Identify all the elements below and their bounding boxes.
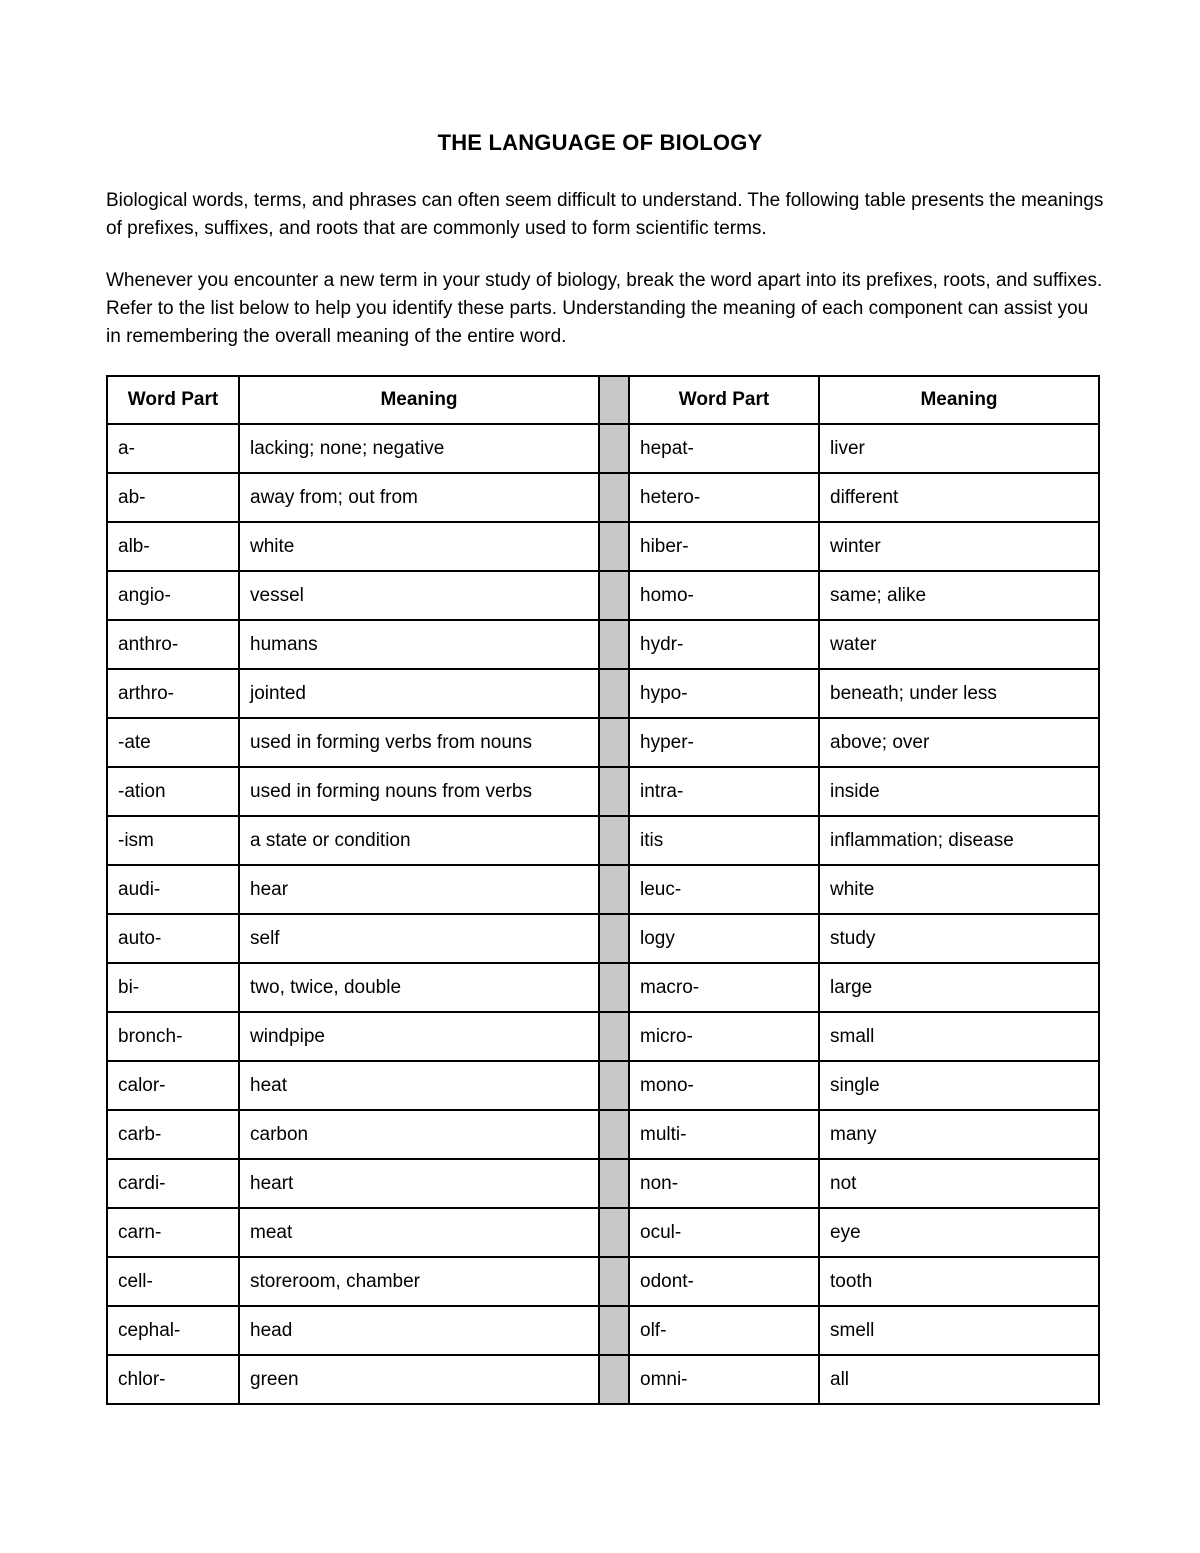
meaning-right-cell: liver: [819, 424, 1099, 473]
meaning-right-cell: all: [819, 1355, 1099, 1404]
table-row: [107, 1355, 1099, 1404]
meaning-left-cell: heart: [239, 1159, 599, 1208]
word-part-left-cell: carb-: [107, 1110, 239, 1159]
meaning-right-cell: tooth: [819, 1257, 1099, 1306]
meaning-right-cell: beneath; under less: [819, 669, 1099, 718]
meaning-right-cell: large: [819, 963, 1099, 1012]
meaning-left-cell: two, twice, double: [239, 963, 599, 1012]
column-separator: [599, 914, 629, 963]
word-part-left-cell: bi-: [107, 963, 239, 1012]
meaning-right-cell: single: [819, 1061, 1099, 1110]
column-separator: [599, 963, 629, 1012]
column-separator: [599, 424, 629, 473]
header-meaning-right: Meaning: [819, 376, 1099, 424]
word-part-left-cell: bronch-: [107, 1012, 239, 1061]
table-row: [107, 1110, 1099, 1159]
word-part-left-cell: angio-: [107, 571, 239, 620]
meaning-left-cell: away from; out from: [239, 473, 599, 522]
word-parts-table: [106, 375, 1100, 1405]
meaning-right-cell: inflammation; disease: [819, 816, 1099, 865]
meaning-right-cell: many: [819, 1110, 1099, 1159]
table-row: [107, 718, 1099, 767]
meaning-left-cell: heat: [239, 1061, 599, 1110]
word-part-right-cell: olf-: [629, 1306, 819, 1355]
word-part-left-cell: carn-: [107, 1208, 239, 1257]
table-row: [107, 1061, 1099, 1110]
meaning-left-cell: carbon: [239, 1110, 599, 1159]
column-separator: [599, 1159, 629, 1208]
column-separator: [599, 1208, 629, 1257]
table-row: [107, 1159, 1099, 1208]
meaning-left-cell: a state or condition: [239, 816, 599, 865]
word-part-right-cell: intra-: [629, 767, 819, 816]
table-body: [107, 424, 1099, 1404]
column-separator: [599, 1257, 629, 1306]
word-part-right-cell: hydr-: [629, 620, 819, 669]
meaning-right-cell: inside: [819, 767, 1099, 816]
column-separator: [599, 522, 629, 571]
column-separator: [599, 1306, 629, 1355]
word-part-left-cell: -ism: [107, 816, 239, 865]
word-part-left-cell: audi-: [107, 865, 239, 914]
word-part-right-cell: homo-: [629, 571, 819, 620]
word-part-left-cell: auto-: [107, 914, 239, 963]
word-part-left-cell: -ate: [107, 718, 239, 767]
word-part-right-cell: multi-: [629, 1110, 819, 1159]
column-separator: [599, 767, 629, 816]
column-separator: [599, 1110, 629, 1159]
table-row: [107, 620, 1099, 669]
table-row: [107, 1012, 1099, 1061]
header-word-part-left: Word Part: [107, 376, 239, 424]
table-row: [107, 424, 1099, 473]
meaning-right-cell: same; alike: [819, 571, 1099, 620]
table-row: [107, 865, 1099, 914]
column-separator: [599, 376, 629, 424]
meaning-right-cell: different: [819, 473, 1099, 522]
column-separator: [599, 620, 629, 669]
word-part-left-cell: ab-: [107, 473, 239, 522]
column-separator: [599, 816, 629, 865]
word-part-right-cell: omni-: [629, 1355, 819, 1404]
table-header-row: [107, 376, 1099, 424]
word-part-left-cell: cephal-: [107, 1306, 239, 1355]
meaning-right-cell: not: [819, 1159, 1099, 1208]
meaning-right-cell: small: [819, 1012, 1099, 1061]
table-row: [107, 914, 1099, 963]
word-part-left-cell: anthro-: [107, 620, 239, 669]
column-separator: [599, 1061, 629, 1110]
table-row: [107, 767, 1099, 816]
column-separator: [599, 718, 629, 767]
word-part-left-cell: a-: [107, 424, 239, 473]
table-row: [107, 669, 1099, 718]
table-row: [107, 1257, 1099, 1306]
table-row: [107, 1306, 1099, 1355]
meaning-left-cell: used in forming nouns from verbs: [239, 767, 599, 816]
meaning-right-cell: white: [819, 865, 1099, 914]
word-part-left-cell: alb-: [107, 522, 239, 571]
meaning-right-cell: above; over: [819, 718, 1099, 767]
word-part-left-cell: cardi-: [107, 1159, 239, 1208]
meaning-right-cell: study: [819, 914, 1099, 963]
meaning-right-cell: winter: [819, 522, 1099, 571]
word-part-right-cell: hyper-: [629, 718, 819, 767]
word-part-right-cell: odont-: [629, 1257, 819, 1306]
word-part-right-cell: hepat-: [629, 424, 819, 473]
word-part-right-cell: hetero-: [629, 473, 819, 522]
word-part-right-cell: macro-: [629, 963, 819, 1012]
table-row: [107, 571, 1099, 620]
word-part-left-cell: chlor-: [107, 1355, 239, 1404]
column-separator: [599, 1012, 629, 1061]
meaning-left-cell: lacking; none; negative: [239, 424, 599, 473]
meaning-left-cell: meat: [239, 1208, 599, 1257]
header-meaning-left: Meaning: [239, 376, 599, 424]
meaning-left-cell: vessel: [239, 571, 599, 620]
word-part-right-cell: hiber-: [629, 522, 819, 571]
page-title: THE LANGUAGE OF BIOLOGY: [437, 130, 763, 155]
meaning-left-cell: green: [239, 1355, 599, 1404]
column-separator: [599, 865, 629, 914]
word-part-right-cell: hypo-: [629, 669, 819, 718]
meaning-right-cell: smell: [819, 1306, 1099, 1355]
word-part-left-cell: -ation: [107, 767, 239, 816]
table-row: [107, 473, 1099, 522]
meaning-left-cell: hear: [239, 865, 599, 914]
table-row: [107, 963, 1099, 1012]
meaning-left-cell: storeroom, chamber: [239, 1257, 599, 1306]
table-row: [107, 816, 1099, 865]
word-part-right-cell: mono-: [629, 1061, 819, 1110]
column-separator: [599, 473, 629, 522]
meaning-left-cell: white: [239, 522, 599, 571]
word-part-right-cell: logy: [629, 914, 819, 963]
column-separator: [599, 669, 629, 718]
meaning-left-cell: head: [239, 1306, 599, 1355]
meaning-left-cell: self: [239, 914, 599, 963]
meaning-left-cell: windpipe: [239, 1012, 599, 1061]
word-part-left-cell: calor-: [107, 1061, 239, 1110]
table-row: [107, 522, 1099, 571]
word-part-right-cell: leuc-: [629, 865, 819, 914]
header-word-part-right: Word Part: [629, 376, 819, 424]
table-row: [107, 1208, 1099, 1257]
word-part-left-cell: cell-: [107, 1257, 239, 1306]
intro-paragraph-2: Whenever you encounter a new term in your study of biology, break the word apart into its prefixes, roots, and suffixes. Refer to the list below to help you identify these parts. Understanding the meaning of each component can assist you in remembering the overall meaning of the entire word.: [106, 270, 1103, 347]
meaning-left-cell: humans: [239, 620, 599, 669]
column-separator: [599, 571, 629, 620]
word-part-right-cell: non-: [629, 1159, 819, 1208]
word-part-right-cell: itis: [629, 816, 819, 865]
meaning-left-cell: used in forming verbs from nouns: [239, 718, 599, 767]
meaning-left-cell: jointed: [239, 669, 599, 718]
word-part-right-cell: ocul-: [629, 1208, 819, 1257]
meaning-right-cell: water: [819, 620, 1099, 669]
word-part-right-cell: micro-: [629, 1012, 819, 1061]
column-separator: [599, 1355, 629, 1404]
word-part-left-cell: arthro-: [107, 669, 239, 718]
meaning-right-cell: eye: [819, 1208, 1099, 1257]
intro-paragraph-1: Biological words, terms, and phrases can often seem difficult to understand. The following table presents the meanings of prefixes, suffixes, and roots that are commonly used to form scientific terms.: [106, 190, 1104, 239]
